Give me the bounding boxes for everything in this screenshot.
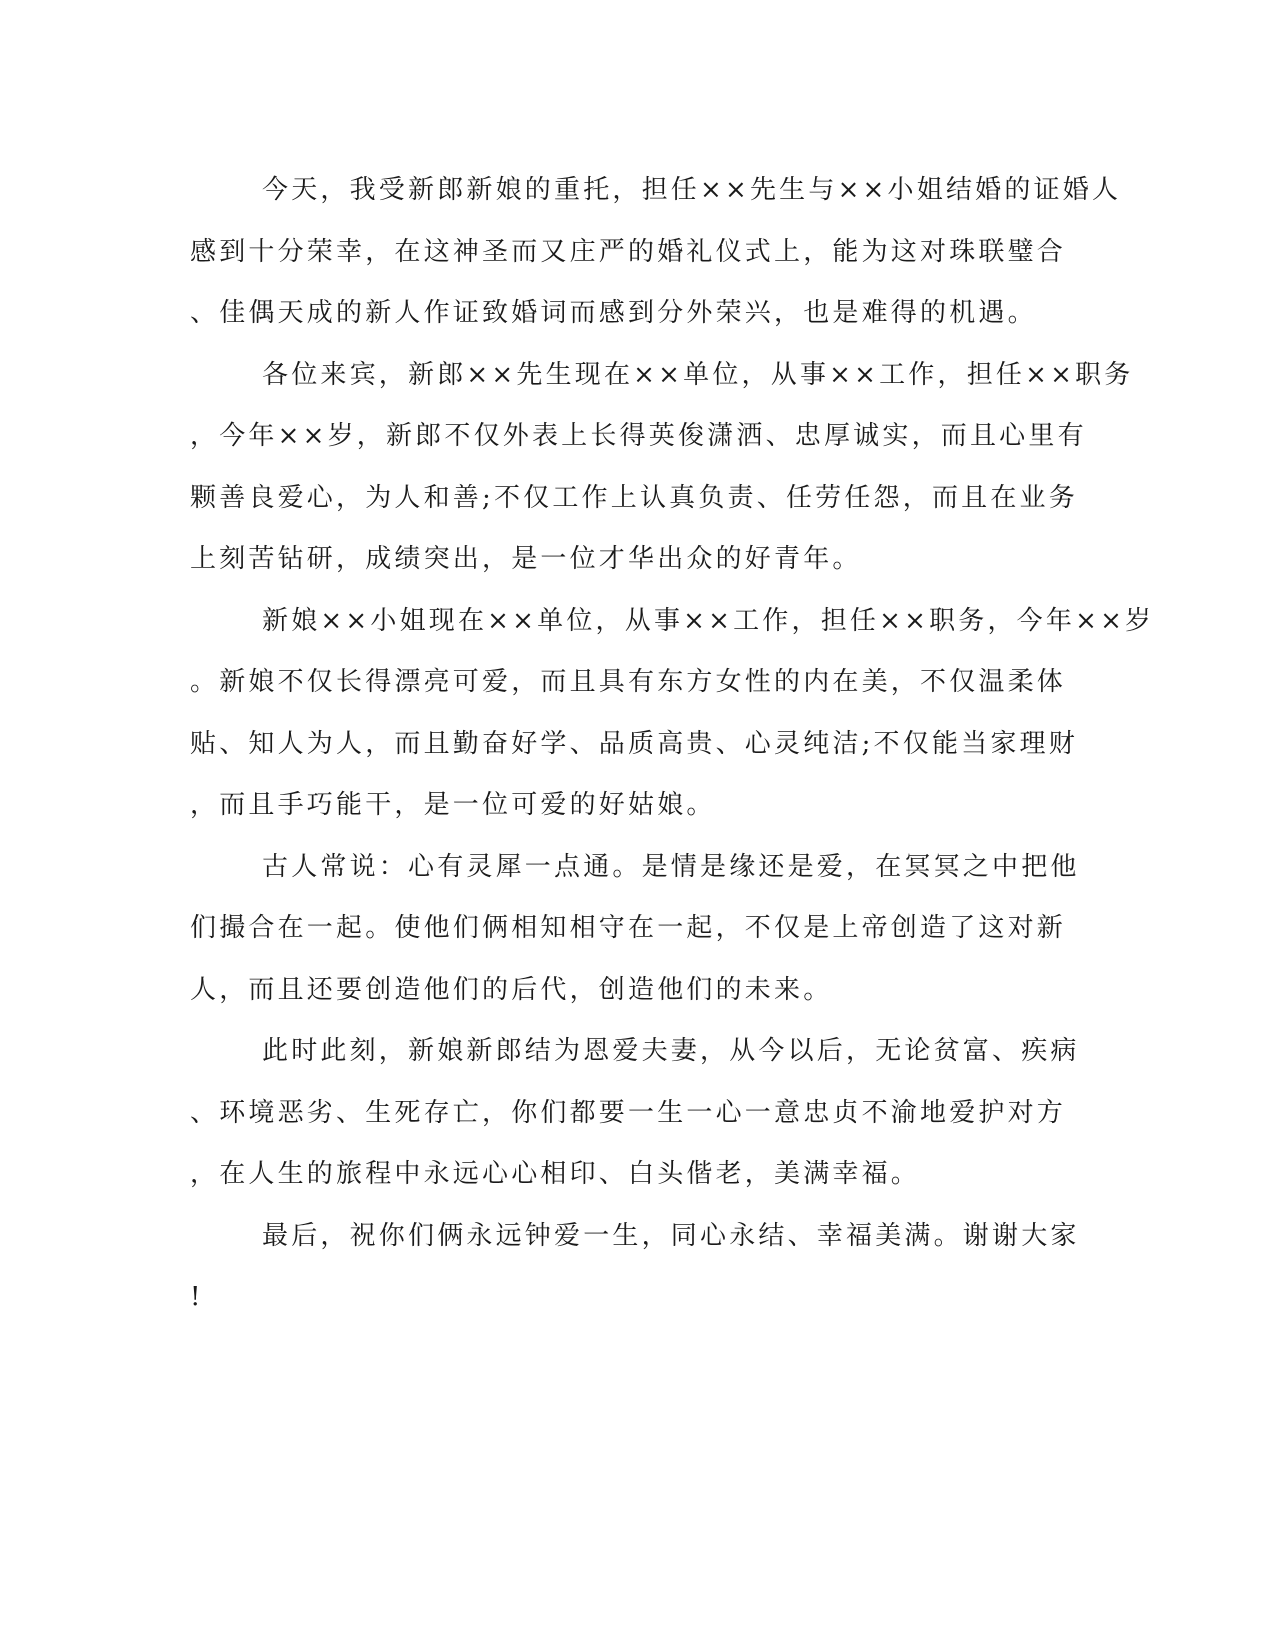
paragraph-4-line-2: 们撮合在一起。使他们俩相知相守在一起，不仅是上帝创造了这对新: [190, 913, 1067, 943]
paragraph-5-line-3: ，在人生的旅程中永远心心相印、白头偕老，美满幸福。: [190, 1159, 921, 1189]
paragraph-1-line-2: 感到十分荣幸，在这神圣而又庄严的婚礼仪式上，能为这对珠联璧合: [190, 236, 1067, 267]
paragraph-6-line-1: 最后，祝你们俩永远钟爱一生，同心永结、幸福美满。谢谢大家: [262, 1220, 1080, 1251]
paragraph-2-line-3: 颗善良爱心，为人和善;不仅工作上认真负责、任劳任怨，而且在业务: [190, 482, 1078, 513]
paragraph-4-line-3: 人，而且还要创造他们的后代，创造他们的未来。: [190, 974, 833, 1005]
paragraph-3-line-2: 。新娘不仅长得漂亮可爱，而且具有东方女性的内在美，不仅温柔体: [190, 667, 1067, 697]
paragraph-2-line-2: ，今年××岁，新郎不仅外表上长得英俊潇洒、忠厚诚实，而且心里有: [190, 421, 1087, 451]
speech-body: [190, 160, 1155, 1329]
paragraph-1-line-1: 今天，我受新郎新娘的重托，担任××先生与××小姐结婚的证婚人: [262, 175, 1122, 205]
paragraph-2-line-4: 上刻苦钻研，成绩突出，是一位才华出众的好青年。: [190, 544, 862, 574]
paragraph-2-line-1: 各位来宾，新郎××先生现在××单位，从事××工作，担任××职务: [262, 359, 1134, 390]
paragraph-5-line-2: 、环境恶劣、生死存亡，你们都要一生一心一意忠贞不渝地爱护对方: [190, 1097, 1067, 1128]
paragraph-5-line-1: 此时此刻，新娘新郎结为恩爱夫妻，从今以后，无论贫富、疾病: [262, 1036, 1080, 1066]
paragraph-4-line-1: 古人常说：心有灵犀一点通。是情是缘还是爱，在冥冥之中把他: [262, 851, 1080, 882]
paragraph-3-line-3: 贴、知人为人，而且勤奋好学、品质高贵、心灵纯洁;不仅能当家理财: [190, 728, 1078, 759]
paragraph-3-line-1: 新娘××小姐现在××单位，从事××工作，担任××职务，今年××岁: [262, 605, 1155, 636]
paragraph-3-line-4: ，而且手巧能干，是一位可爱的好姑娘。: [190, 790, 716, 820]
paragraph-6-line-2: !: [190, 1282, 204, 1312]
paragraph-1-line-3: 、佳偶天成的新人作证致婚词而感到分外荣兴，也是难得的机遇。: [190, 298, 1037, 328]
